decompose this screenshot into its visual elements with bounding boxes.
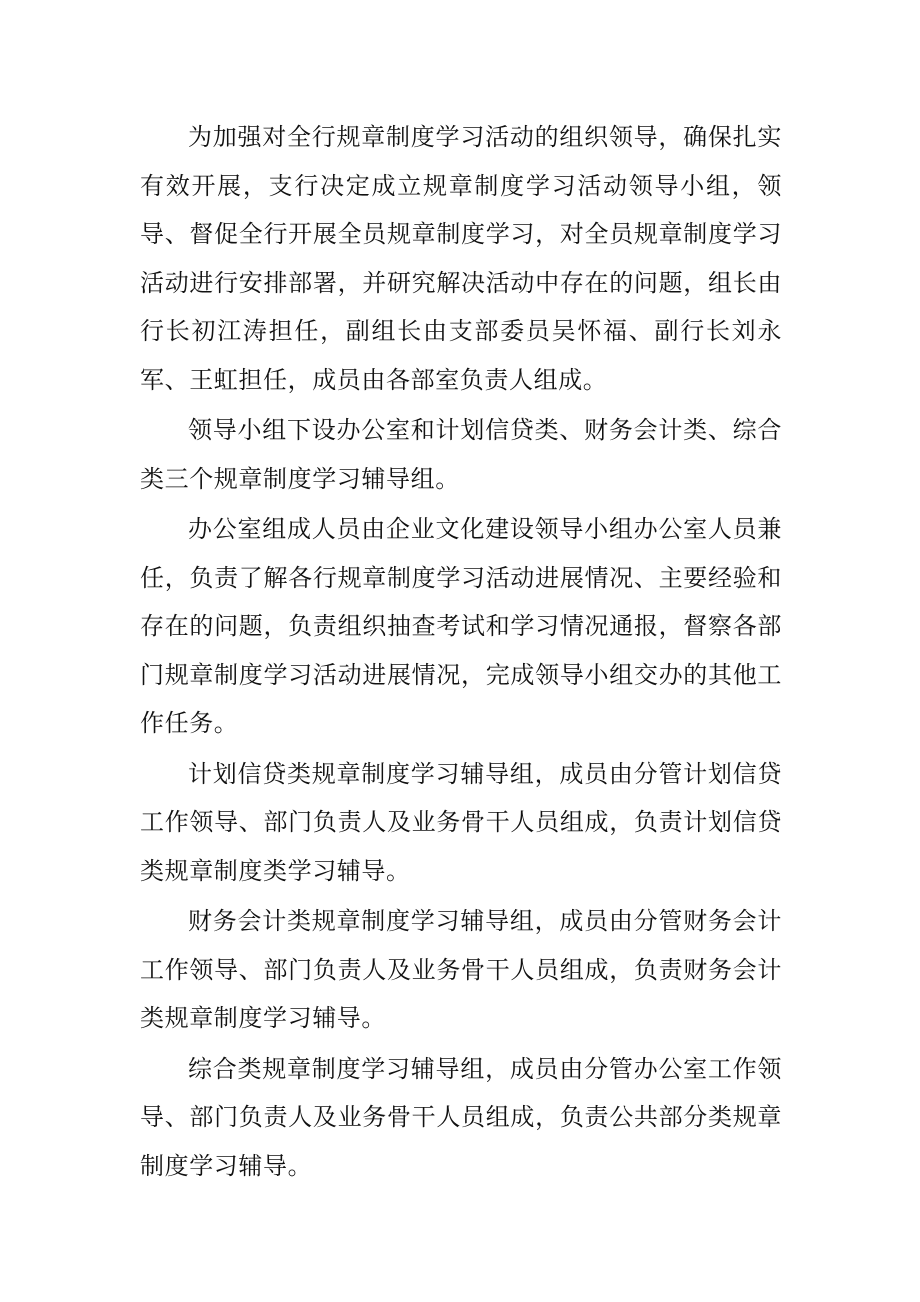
paragraph-leading-group: 为加强对全行规章制度学习活动的组织领导，确保扎实有效开展，支行决定成立规章制度学习活动领导小组，领导、督促全行开展全员规章制度学习，对全员规章制度学习活动进行安排部署，并研究解决活动中存在的问题，组长由行长初江涛担任，副组长由支部委员吴怀福、副行长刘永军、王虹担任，成员由各部室负责人组成。: [140, 123, 782, 394]
paragraph-credit-group: 计划信贷类规章制度学习辅导组，成员由分管计划信贷工作领导、部门负责人及业务骨干人员组成，负责计划信贷类规章制度类学习辅导。: [140, 759, 782, 885]
paragraph-general-group: 综合类规章制度学习辅导组，成员由分管办公室工作领导、部门负责人及业务骨干人员组成，负责公共部分类规章制度学习辅导。: [140, 1054, 782, 1180]
paragraph-finance-group: 财务会计类规章制度学习辅导组，成员由分管财务会计工作领导、部门负责人及业务骨干人员组成，负责财务会计类规章制度学习辅导。: [140, 907, 782, 1032]
paragraph-group-structure: 领导小组下设办公室和计划信贷类、财务会计类、综合类三个规章制度学习辅导组。: [140, 416, 782, 493]
document-body: [140, 113, 782, 1192]
paragraph-office-duties: 办公室组成人员由企业文化建设领导小组办公室人员兼任，负责了解各行规章制度学习活动进展情况、主要经验和存在的问题，负责组织抽查考试和学习情况通报，督察各部门规章制度学习活动进展情况，完成领导小组交办的其他工作任务。: [140, 515, 782, 737]
